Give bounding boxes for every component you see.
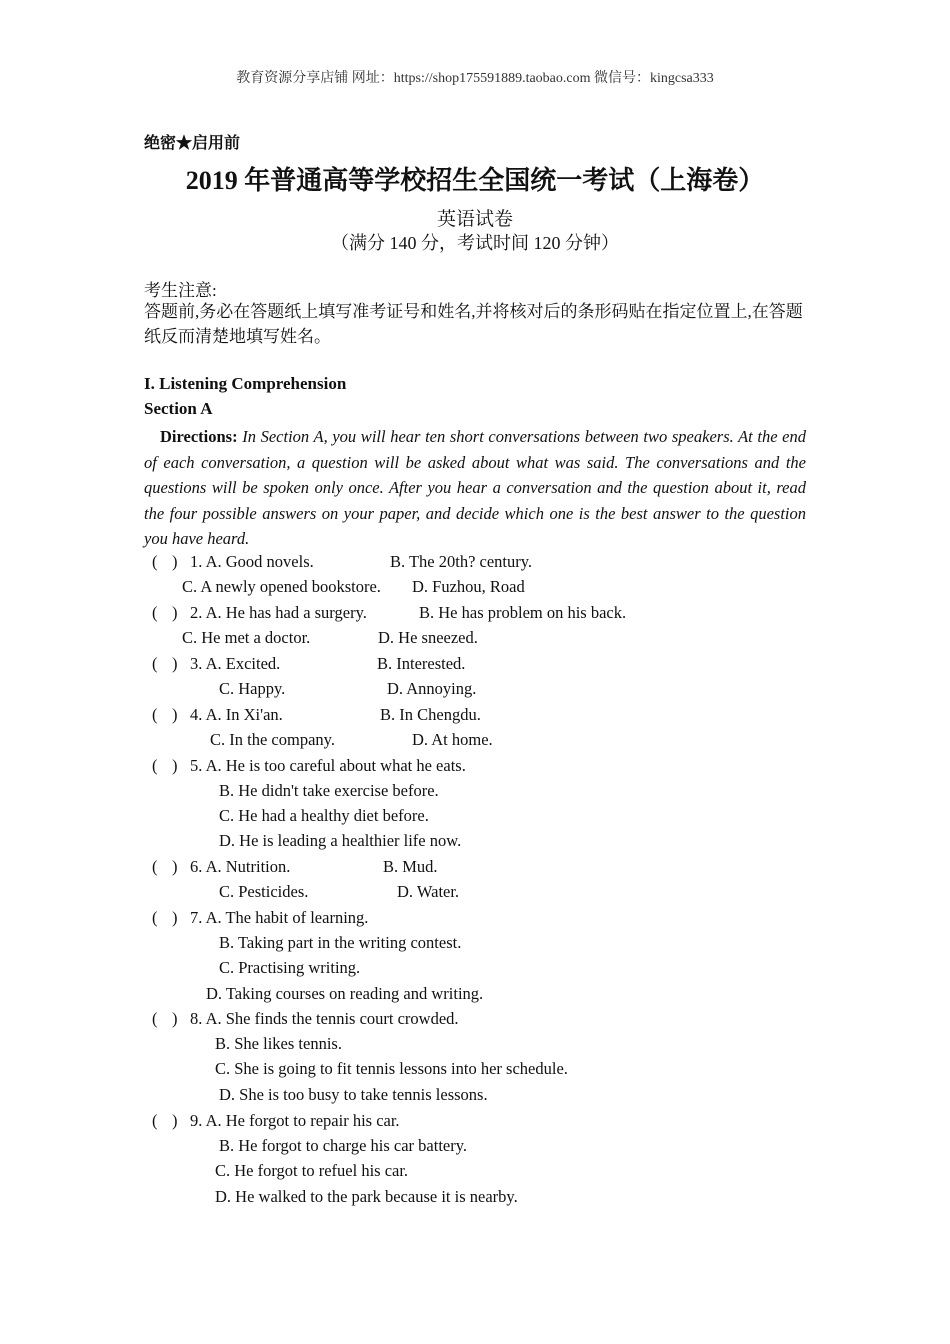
question-9-c: [144, 1161, 806, 1186]
directions: [144, 424, 806, 552]
q1-option-d: D. Fuzhou, Road: [412, 577, 525, 596]
question-8-b: [144, 1034, 806, 1059]
question-8: [144, 1009, 806, 1034]
question-3: [144, 654, 806, 679]
question-3-cd: [144, 679, 806, 704]
answer-paren-left: (: [152, 756, 158, 775]
question-6: [144, 857, 806, 882]
question-5-c: [144, 806, 806, 831]
q6-option-d: D. Water.: [397, 882, 460, 901]
answer-paren-right: ): [172, 603, 178, 622]
q6-option-c: C. Pesticides.: [219, 882, 309, 901]
answer-paren-left: (: [152, 1111, 158, 1130]
question-5: [144, 756, 806, 781]
q4-option-b: B. In Chengdu.: [380, 705, 481, 724]
confidential-label: 绝密★启用前: [144, 135, 241, 152]
exam-title: 2019 年普通高等学校招生全国统一考试（上海卷）: [185, 166, 765, 195]
exam-subject: 英语试卷: [436, 209, 513, 230]
question-9-d: [144, 1187, 806, 1212]
answer-paren-right: ): [172, 857, 178, 876]
answer-paren-left: (: [152, 908, 158, 927]
question-8-c: [144, 1059, 806, 1084]
q8-option-a: 8. A. She finds the tennis court crowded.: [190, 1009, 459, 1028]
answer-paren-left: (: [152, 654, 158, 673]
q2-option-d: D. He sneezed.: [378, 628, 478, 647]
q9-option-d: D. He walked to the park because it is nearby.: [215, 1187, 518, 1206]
q6-option-b: B. Mud.: [383, 857, 438, 876]
q7-option-c: C. Practising writing.: [219, 958, 361, 977]
question-2-cd: [144, 628, 806, 653]
exam-meta: （满分 140 分，考试时间 120 分钟）: [331, 233, 619, 253]
q5-option-a: 5. A. He is too careful about what he eats.: [190, 756, 466, 775]
question-7: [144, 908, 806, 933]
q7-option-d: D. Taking courses on reading and writing.: [206, 984, 484, 1003]
q8-option-d: D. She is too busy to take tennis lessons.: [219, 1085, 488, 1104]
section-title: Section A: [144, 399, 213, 418]
q9-option-a: 9. A. He forgot to repair his car.: [190, 1111, 400, 1130]
q3-option-c: C. Happy.: [219, 679, 286, 698]
q4-option-c: C. In the company.: [210, 730, 335, 749]
directions-lead: Directions:: [160, 427, 238, 446]
q6-option-a: 6. A. Nutrition.: [190, 857, 291, 876]
answer-paren-left: (: [152, 705, 158, 724]
notice-text: 答题前,务必在答题纸上填写准考证号和姓名,并将核对后的条形码贴在指定位置上,在答题纸反而清楚地填写姓名。: [144, 302, 803, 346]
q3-option-b: B. Interested.: [377, 654, 466, 673]
question-1: [144, 552, 806, 577]
answer-paren-right: ): [172, 552, 178, 571]
answer-paren-right: ): [172, 756, 178, 775]
q8-option-c: C. She is going to fit tennis lessons into her schedule.: [215, 1059, 568, 1078]
question-5-d: [144, 831, 806, 856]
q9-option-b: B. He forgot to charge his car battery.: [219, 1136, 468, 1155]
question-9: [144, 1111, 806, 1136]
q3-option-a: 3. A. Excited.: [190, 654, 281, 673]
answer-paren-right: ): [172, 654, 178, 673]
question-7-d: [144, 984, 806, 1009]
question-7-c: [144, 958, 806, 983]
answer-paren-left: (: [152, 603, 158, 622]
answer-paren-right: ): [172, 908, 178, 927]
question-4-cd: [144, 730, 806, 755]
q1-option-b: B. The 20th? century.: [390, 552, 533, 571]
q3-option-d: D. Annoying.: [387, 679, 477, 698]
q4-option-a: 4. A. In Xi'an.: [190, 705, 283, 724]
answer-paren-right: ): [172, 1009, 178, 1028]
notice-label: 考生注意:: [144, 281, 217, 300]
q1-option-c: C. A newly opened bookstore.: [182, 577, 381, 596]
q7-option-a: 7. A. The habit of learning.: [190, 908, 369, 927]
directions-body: In Section A, you will hear ten short conversations between two speakers. At the end of each conversation, a question will be asked about what was said. The conversations and the questions will be spoken only once. After you hear a conversation and the question about it, read the four possible answers on your paper, and decide which one is the best answer to the question you have heard.: [144, 427, 806, 548]
question-2: [144, 603, 806, 628]
question-4: [144, 705, 806, 730]
q5-option-c: C. He had a healthy diet before.: [219, 806, 429, 825]
q2-option-a: 2. A. He has had a surgery.: [190, 603, 367, 622]
q7-option-b: B. Taking part in the writing contest.: [219, 933, 462, 952]
q5-option-d: D. He is leading a healthier life now.: [219, 831, 462, 850]
answer-paren-right: ): [172, 1111, 178, 1130]
answer-paren-right: ): [172, 705, 178, 724]
q8-option-b: B. She likes tennis.: [215, 1034, 342, 1053]
shop-header: 教育资源分享店铺 网址：https://shop175591889.taobao.com 微信号：kingcsa333: [236, 71, 714, 86]
q2-option-c: C. He met a doctor.: [182, 628, 311, 647]
question-9-b: [144, 1136, 806, 1161]
answer-paren-left: (: [152, 857, 158, 876]
part-title: I. Listening Comprehension: [144, 374, 347, 393]
question-7-b: [144, 933, 806, 958]
q1-option-a: 1. A. Good novels.: [190, 552, 314, 571]
q5-option-b: B. He didn't take exercise before.: [219, 781, 439, 800]
question-1-cd: [144, 577, 806, 602]
q4-option-d: D. At home.: [412, 730, 493, 749]
question-8-d: [144, 1085, 806, 1110]
question-5-b: [144, 781, 806, 806]
answer-paren-left: (: [152, 1009, 158, 1028]
q2-option-b: B. He has problem on his back.: [419, 603, 627, 622]
q9-option-c: C. He forgot to refuel his car.: [215, 1161, 409, 1180]
question-6-cd: [144, 882, 806, 907]
answer-paren-left: (: [152, 552, 158, 571]
